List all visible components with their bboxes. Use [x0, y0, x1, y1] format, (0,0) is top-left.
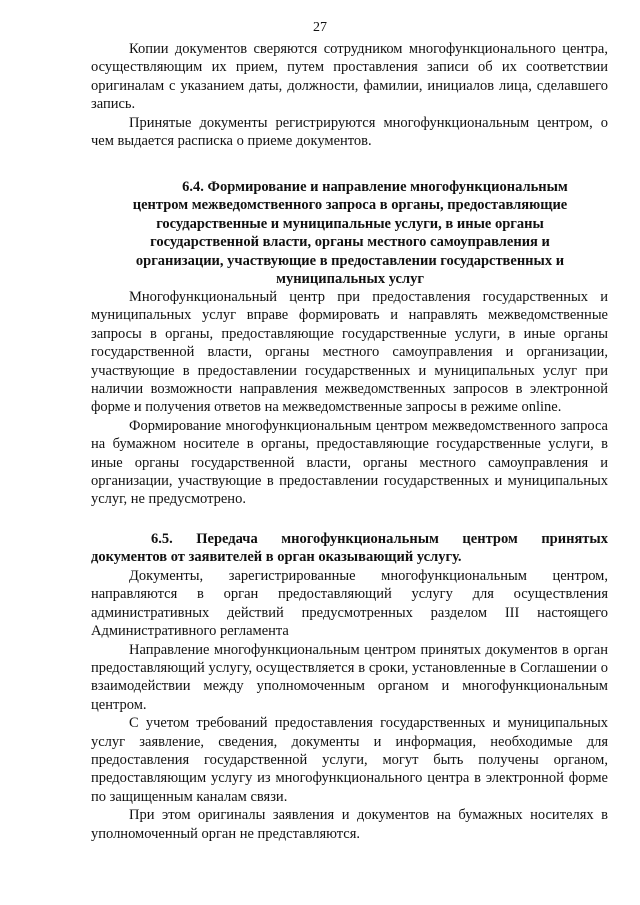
paragraph-documents-registration: Принятые документы регистрируются многофункциональным центром, о чем выдается расписка о приеме документов.	[91, 114, 608, 150]
section-6-5-paragraph-2: Направление многофункциональным центром принятых документов в орган предоставляющий услугу, осуществляется в сроки, установленные в Соглашении о взаимодействии между уполномоченным органом и многофункциональным центром.	[91, 641, 608, 713]
section-6-4-paragraph-2: Формирование многофункциональным центром межведомственного запроса на бумажном носителе в органы, предоставляющие государственные услуги, в иные органы государственной власти, органы местного самоуправления и организации, участвующие в предоставлении государственных и муниципальных услуг, не предусмотрено.	[91, 417, 608, 508]
page-number: 27	[313, 20, 327, 35]
section-6-5-paragraph-1: Документы, зарегистрированные многофункциональным центром, направляются в орган предоставляющий услугу для осуществления административных действий предусмотренных разделом III настоящего Административного регламента	[91, 568, 608, 640]
section-6-5-body	[91, 567, 608, 843]
intro-text	[91, 40, 608, 150]
section-6-5-heading: 6.5. Передача многофункциональным центром принятых документов от заявителей в орган оказывающий услугу.	[91, 531, 608, 566]
section-6-4-paragraph-1: Многофункциональный центр при предоставления государственных и муниципальных услуг вправе формировать и направлять межведомственные запросы в органы, предоставляющие государственные услуги, в иные органы государственной власти, органы местного самоуправления и организации, участвующие в предоставлении государственных и муниципальных услуг при наличии возможности направления межведомственных запросов в электронной форме и получения ответов на межведомственные запросы в режиме online.	[91, 289, 608, 416]
section-6-4-heading: 6.4. Формирование и направление многофункциональным центром межведомственного запроса в органы, предоставляющие государственные и муниципальные услуги, в иные органы государственной власти, органы местного самоуправления и организации, участвующие в предоставлении государственных и муниципальных услуг	[132, 179, 568, 288]
paragraph-copies-verification: Копии документов сверяются сотрудником многофункционального центра, осуществляющим их прием, путем проставления записи об их соответствии оригиналам с указанием даты, должности, фамилии, инициалов лица, сделавшего запись.	[91, 41, 608, 113]
section-6-5-paragraph-3: С учетом требований предоставления государственных и муниципальных услуг заявление, сведения, документы и информация, необходимые для предоставления государственной услуги, могут быть получены органом, предоставляющим услугу из многофункционального центра в электронной форме по защищенным каналам связи.	[91, 715, 608, 805]
section-6-4-body	[91, 288, 608, 509]
section-6-5-paragraph-4: При этом оригиналы заявления и документов на бумажных носителях в уполномоченный орган не представляются.	[91, 807, 608, 842]
